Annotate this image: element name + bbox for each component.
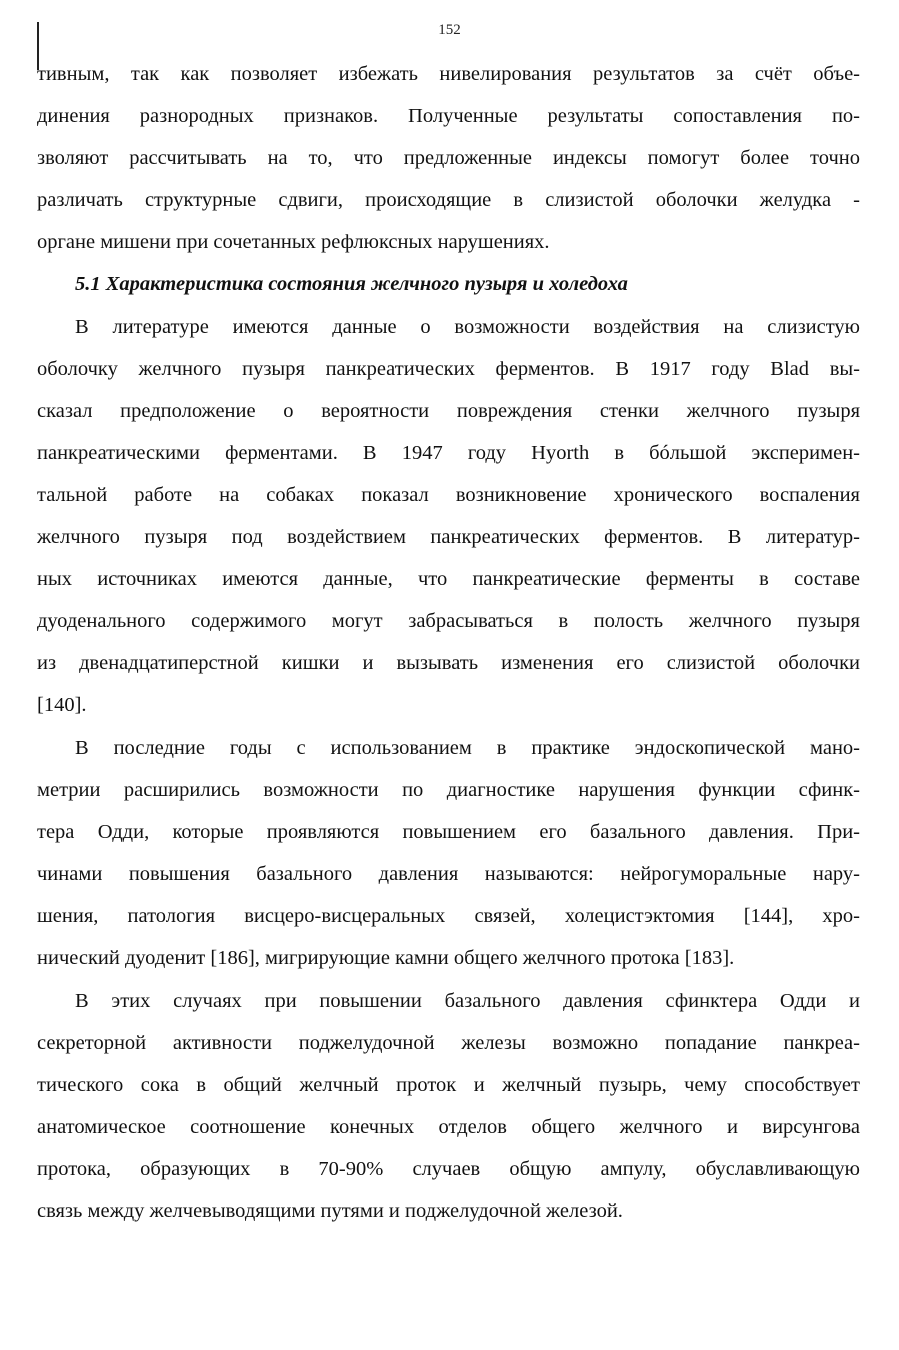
- paragraph3-line-3: тического сока в общий желчный проток и желчный пузырь, чему способствует: [37, 1074, 860, 1096]
- intro-line-2: динения разнородных признаков. Полученные результаты сопоставления по-: [37, 105, 860, 127]
- paragraph3-line-5: протока, образующих в 70-90% случаев общую ампулу, обуславливающую: [37, 1158, 860, 1180]
- intro-line-5: органе мишени при сочетанных рефлюксных нарушениях.: [37, 231, 550, 253]
- paragraph3-line-1: В этих случаях при повышении базального давления сфинктера Одди и: [75, 990, 860, 1012]
- paragraph2-line-5: шения, патология висцеро-висцеральных связей, холецистэктомия [144], хро-: [37, 905, 860, 927]
- paragraph1-line-10: [140].: [37, 694, 87, 716]
- paragraph1-line-2: оболочку желчного пузыря панкреатических ферментов. В 1917 году Blad вы-: [37, 358, 860, 380]
- paragraph1-line-4: панкреатическими ферментами. В 1947 году Hyorth в бóльшой эксперимен-: [37, 442, 860, 464]
- paragraph2-line-4: чинами повышения базального давления называются: нейрогуморальные нару-: [37, 863, 860, 885]
- paragraph2-line-3: тера Одди, которые проявляются повышением его базального давления. При-: [37, 821, 860, 843]
- paragraph1-line-5: тальной работе на собаках показал возникновение хронического воспаления: [37, 484, 860, 506]
- intro-line-4: различать структурные сдвиги, происходящие в слизистой оболочки желудка -: [37, 189, 860, 211]
- paragraph3-line-2: секреторной активности поджелудочной железы возможно попадание панкреа-: [37, 1032, 860, 1054]
- paragraph1-line-7: ных источниках имеются данные, что панкреатические ферменты в составе: [37, 568, 860, 590]
- intro-line-1: тивным, так как позволяет избежать нивелирования результатов за счёт объе-: [37, 63, 860, 85]
- paragraph2-line-2: метрии расширились возможности по диагностике нарушения функции сфинк-: [37, 779, 860, 801]
- page-number: 152: [438, 22, 461, 38]
- paragraph1-line-6: желчного пузыря под воздействием панкреатических ферментов. В литератур-: [37, 526, 860, 548]
- paragraph2-line-1: В последние годы с использованием в практике эндоскопической мано-: [75, 737, 860, 759]
- paragraph3-line-6: связь между желчевыводящими путями и поджелудочной железой.: [37, 1200, 623, 1222]
- intro-line-3: зволяют рассчитывать на то, что предложенные индексы помогут более точно: [37, 147, 860, 169]
- paragraph1-line-9: из двенадцатиперстной кишки и вызывать изменения его слизистой оболочки: [37, 652, 860, 674]
- paragraph1-line-3: сказал предположение о вероятности повреждения стенки желчного пузыря: [37, 400, 860, 422]
- paragraph2-line-6: нический дуоденит [186], мигрирующие камни общего желчного протока [183].: [37, 947, 735, 969]
- paragraph1-line-1: В литературе имеются данные о возможности воздействия на слизистую: [75, 316, 860, 338]
- paragraph1-line-8: дуоденального содержимого могут забрасываться в полость желчного пузыря: [37, 610, 860, 632]
- paragraph3-line-4: анатомическое соотношение конечных отделов общего желчного и вирсунгова: [37, 1116, 860, 1138]
- section-heading: 5.1 Характеристика состояния желчного пузыря и холедоха: [75, 273, 628, 295]
